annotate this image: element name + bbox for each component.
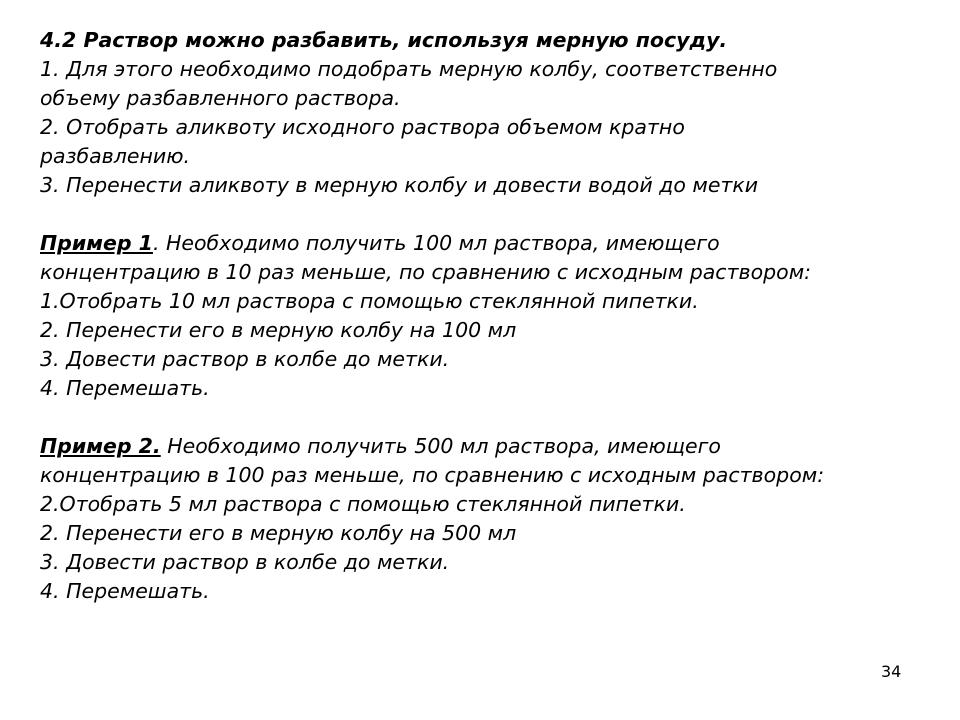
example-2-intro bbox=[40, 432, 952, 461]
section-step-line: 1. Для этого необходимо подобрать мерную колбу, соответственно bbox=[40, 57, 778, 81]
example-1-intro bbox=[40, 229, 952, 258]
example-2-line: 2.Отобрать 5 мл раствора с помощью стеклянной пипетки. bbox=[40, 492, 686, 516]
paragraph-spacer bbox=[40, 403, 952, 432]
example-1-line: 1.Отобрать 10 мл раствора с помощью стеклянной пипетки. bbox=[40, 289, 699, 313]
slide-body bbox=[40, 26, 952, 606]
example-2-line: 4. Перемешать. bbox=[40, 579, 210, 603]
section-step-line: 2. Отобрать аликвоту исходного раствора объемом кратно bbox=[40, 115, 685, 139]
example-2-line: концентрацию в 100 раз меньше, по сравнению с исходным раствором: bbox=[40, 463, 825, 487]
example-1-line: 2. Перенести его в мерную колбу на 100 мл bbox=[40, 318, 517, 342]
example-1-line: 4. Перемешать. bbox=[40, 376, 210, 400]
example-1-intro-text: . Необходимо получить 100 мл раствора, имеющего bbox=[152, 231, 720, 255]
section-step-line: 3. Перенести аликвоту в мерную колбу и довести водой до метки bbox=[40, 173, 759, 197]
example-1-label: Пример 1 bbox=[40, 231, 153, 255]
paragraph-spacer bbox=[40, 200, 952, 229]
page-number: 34 bbox=[881, 662, 902, 681]
example-1-line: 3. Довести раствор в колбе до метки. bbox=[40, 347, 450, 371]
section-step-line: объему разбавленного раствора. bbox=[40, 86, 401, 110]
example-1-line: концентрацию в 10 раз меньше, по сравнению с исходным раствором: bbox=[40, 260, 812, 284]
example-2-intro-text: Необходимо получить 500 мл раствора, имеющего bbox=[160, 434, 721, 458]
section-heading: 4.2 Раствор можно разбавить, используя мерную посуду. bbox=[40, 28, 728, 52]
example-2-label: Пример 2. bbox=[40, 434, 161, 458]
section-step-line: разбавлению. bbox=[40, 144, 190, 168]
example-2-line: 3. Довести раствор в колбе до метки. bbox=[40, 550, 450, 574]
example-2-line: 2. Перенести его в мерную колбу на 500 мл bbox=[40, 521, 517, 545]
